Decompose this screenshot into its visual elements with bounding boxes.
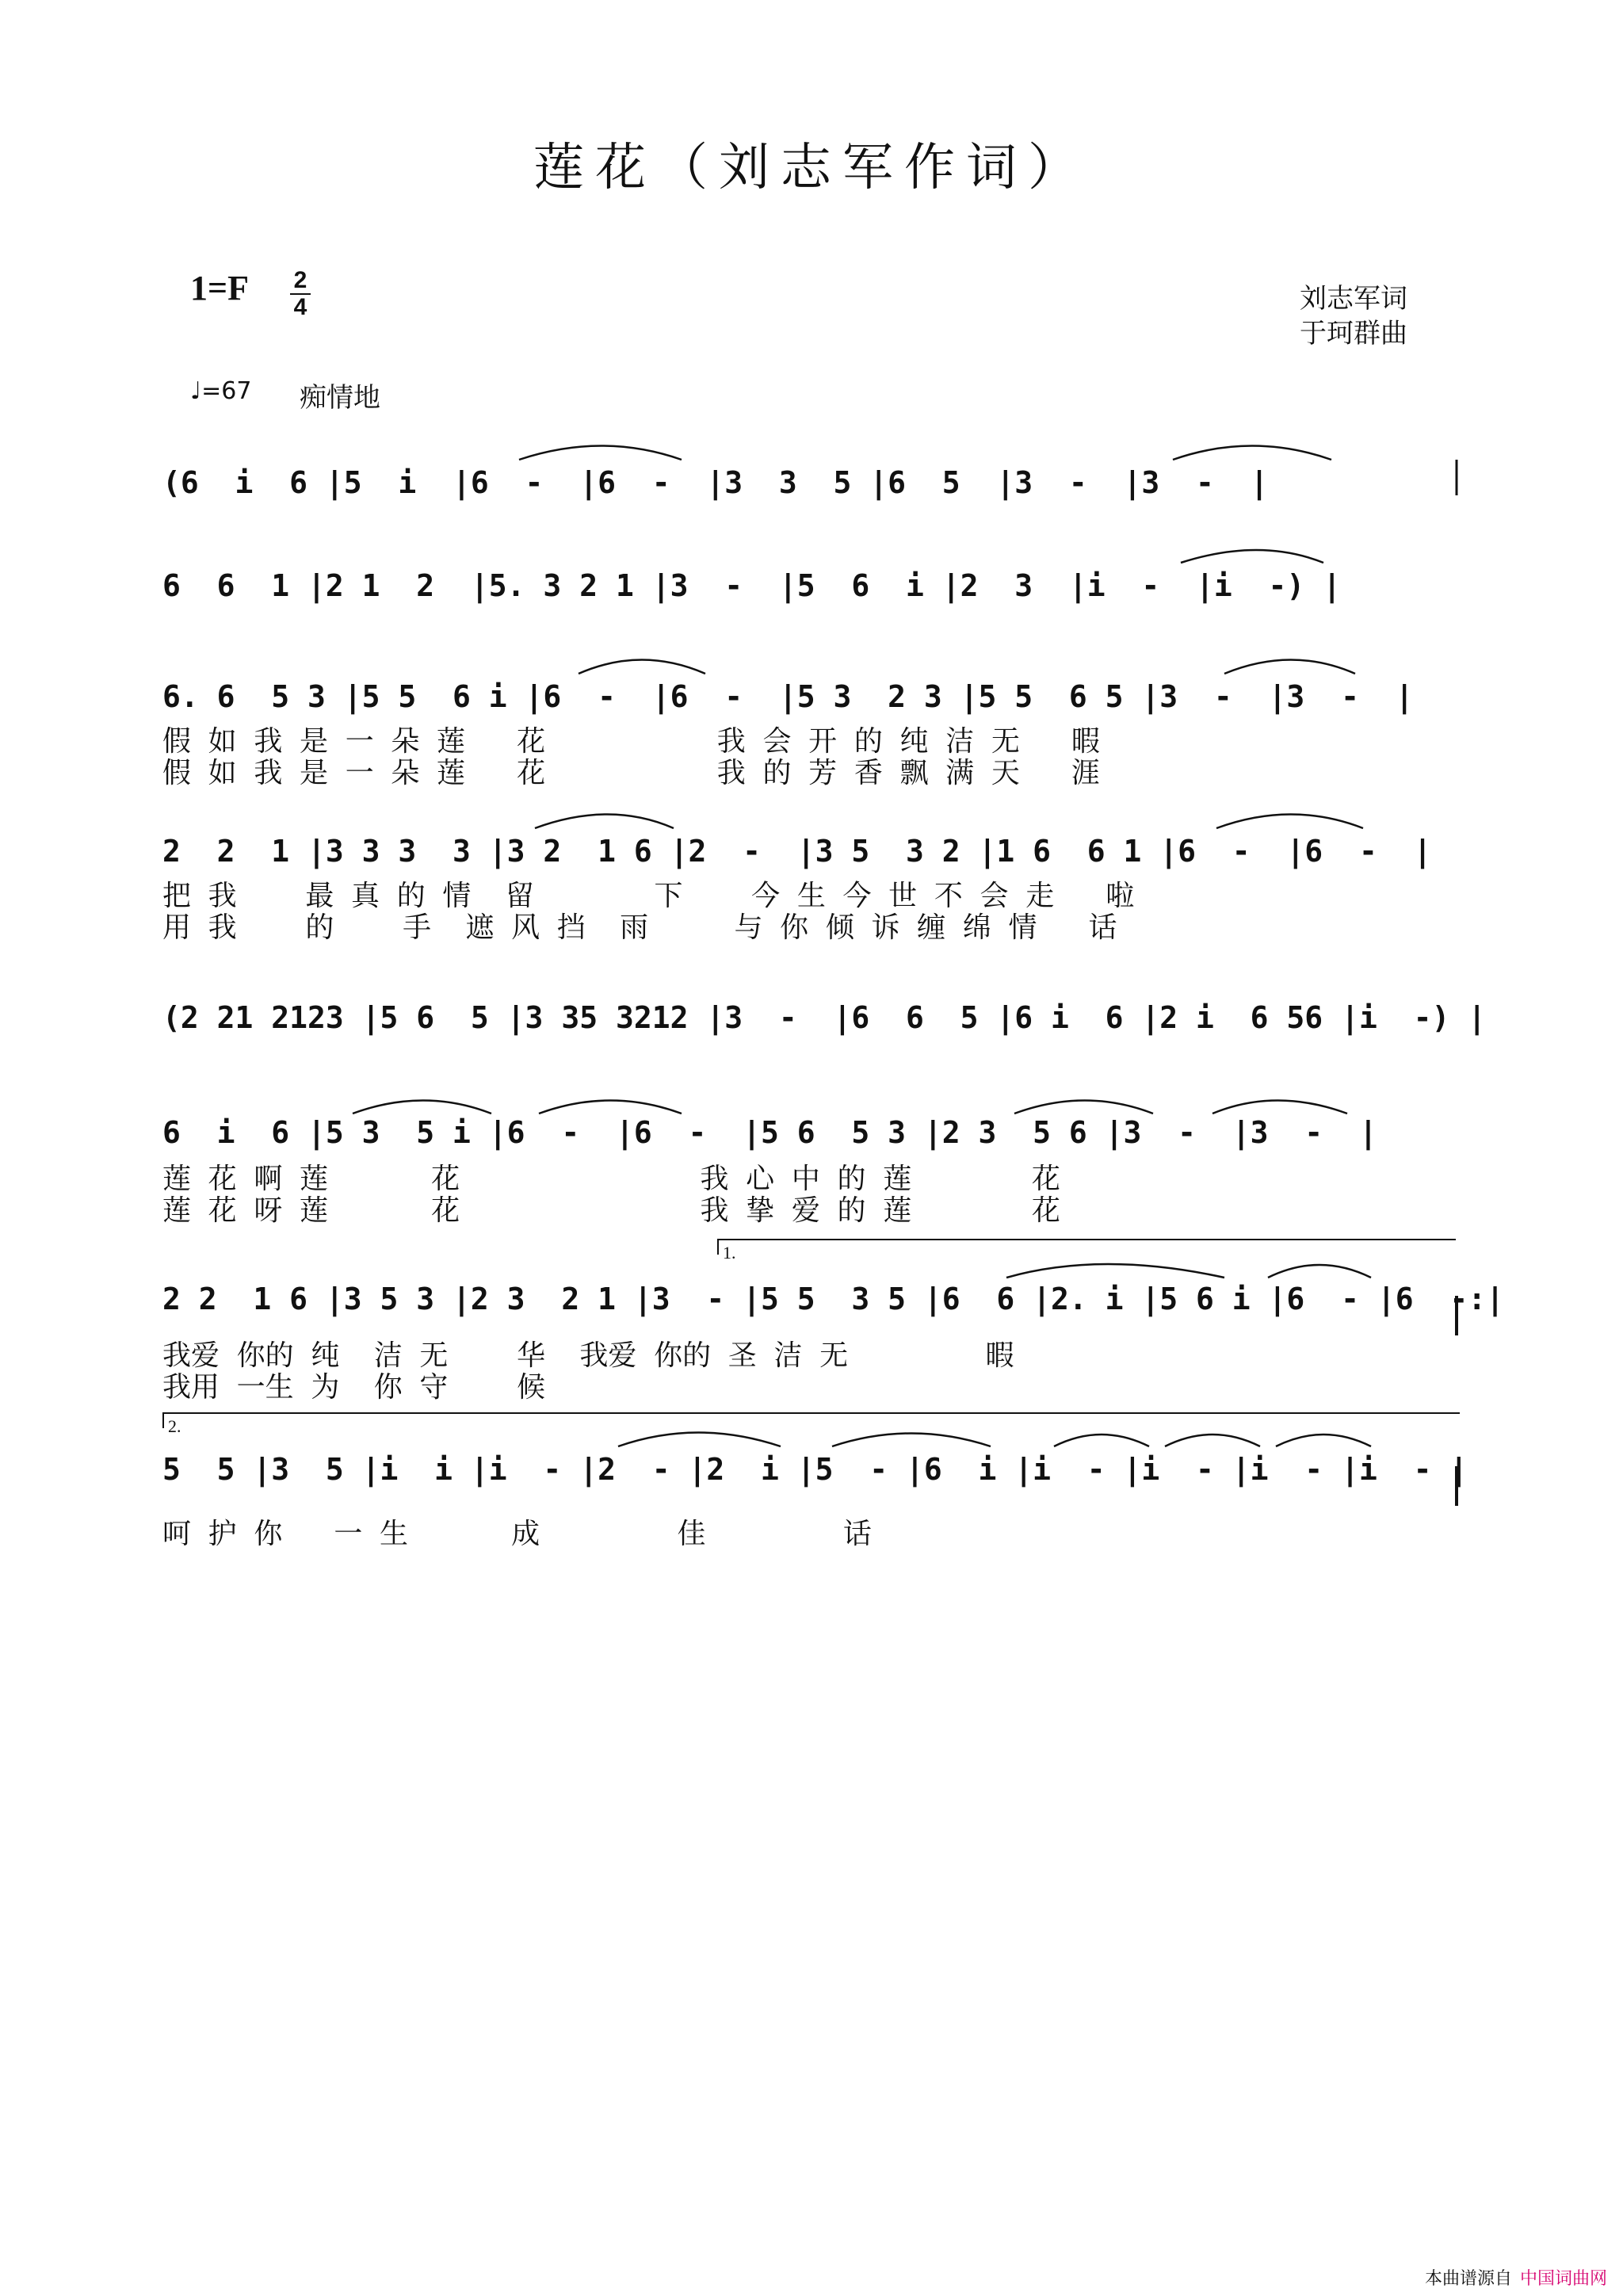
- slur: [832, 1434, 991, 1447]
- page-title: 莲花（刘志军作词）: [533, 139, 1090, 197]
- slur: [519, 446, 682, 460]
- slur: [1181, 550, 1323, 563]
- time-signature-top: 2: [293, 267, 307, 293]
- footer: [1425, 2265, 1607, 2290]
- lyric-verse-1: 把 我 最 真 的 情 留 下 今 生 今 世 不 会 走 啦: [162, 880, 1135, 912]
- notes-line: 2 2 1 |3 3 3 3 |3 2 1 6 |2 - |3 5 3 2 |1 6 6 1 |6 - |6 - |: [162, 834, 1432, 869]
- slur: [618, 1433, 781, 1447]
- expression-mark: 痴情地: [300, 382, 380, 414]
- lyric-verse-1: 假 如 我 是 一 朵 莲 花 我 会 开 的 纯 洁 无 暇: [162, 725, 1100, 758]
- slur: [1216, 815, 1363, 829]
- time-signature-bottom: 4: [293, 294, 307, 320]
- slur: [1014, 1101, 1153, 1114]
- lyric-verse-2: 假 如 我 是 一 朵 莲 花 我 的 芳 香 飘 满 天 涯: [162, 757, 1100, 789]
- slur: [539, 1101, 682, 1114]
- slur: [1276, 1435, 1371, 1446]
- slur: [1173, 446, 1331, 460]
- notes-line: 6 6 1 |2 1 2 |5. 3 2 1 |3 - |5 6 i |2 3 |i - |i -) |: [162, 568, 1342, 603]
- lyric-verse-2: 莲 花 呀 莲 花 我 挚 爱 的 莲 花: [162, 1194, 1060, 1227]
- slur: [579, 660, 705, 674]
- slur: [1212, 1101, 1347, 1114]
- slur: [535, 815, 674, 829]
- notes-line: (6 i 6 |5 i |6 - |6 - |3 3 5 |6 5 |3 - |3 - |: [162, 465, 1269, 500]
- first-ending-label: 1.: [723, 1243, 736, 1263]
- lyric-verse-1: 莲 花 啊 莲 花 我 心 中 的 莲 花: [162, 1163, 1060, 1195]
- slur: [353, 1101, 491, 1114]
- slur: [1224, 660, 1355, 674]
- slur: [1054, 1435, 1149, 1446]
- footer-site-link[interactable]: 中国词曲网: [1519, 2269, 1607, 2289]
- lyric-verse-1: 呵 护 你 一 生 成 佳 话: [162, 1518, 872, 1550]
- key-signature: 1=F: [190, 269, 249, 308]
- lyric-verse-2: 我用 一生 为 你 守 候: [162, 1371, 546, 1404]
- lyric-verse-1: 我爱 你的 纯 洁 无 华 我爱 你的 圣 洁 无 暇: [162, 1339, 1014, 1372]
- notes-line: (2 21 2123 |5 6 5 |3 35 3212 |3 - |6 6 5 |6 i 6 |2 i 6 56 |i -) |: [162, 1000, 1487, 1035]
- notes-line: 2 2 1 6 |3 5 3 |2 3 2 1 |3 - |5 5 3 5 |6 6 |2. i |5 6 i |6 - |6 -:|: [162, 1282, 1504, 1316]
- tempo-mark: ♩=67: [190, 377, 252, 405]
- second-ending-label: 2.: [168, 1416, 181, 1436]
- notes-line: 5 5 |3 5 |i i |i - |2 - |2 i |5 - |6 i |i - |i - |i - |i - |: [162, 1452, 1468, 1487]
- notes-line: 6. 6 5 3 |5 5 6 i |6 - |6 - |5 3 2 3 |5 5 6 5 |3 - |3 - |: [162, 679, 1414, 714]
- notes-line: 6 i 6 |5 3 5 i |6 - |6 - |5 6 5 3 |2 3 5 6 |3 - |3 - |: [162, 1115, 1377, 1150]
- footer-source: 本曲谱源自: [1424, 2269, 1512, 2289]
- composer-credit: 于珂群曲: [1300, 318, 1407, 350]
- slur: [1006, 1264, 1224, 1278]
- slur: [1165, 1435, 1260, 1446]
- lyricist-credit: 刘志军词: [1300, 283, 1407, 315]
- lyric-verse-2: 用 我 的 手 遮 风 挡 雨 与 你 倾 诉 缠 绵 情 话: [162, 911, 1117, 944]
- slur: [1268, 1265, 1371, 1278]
